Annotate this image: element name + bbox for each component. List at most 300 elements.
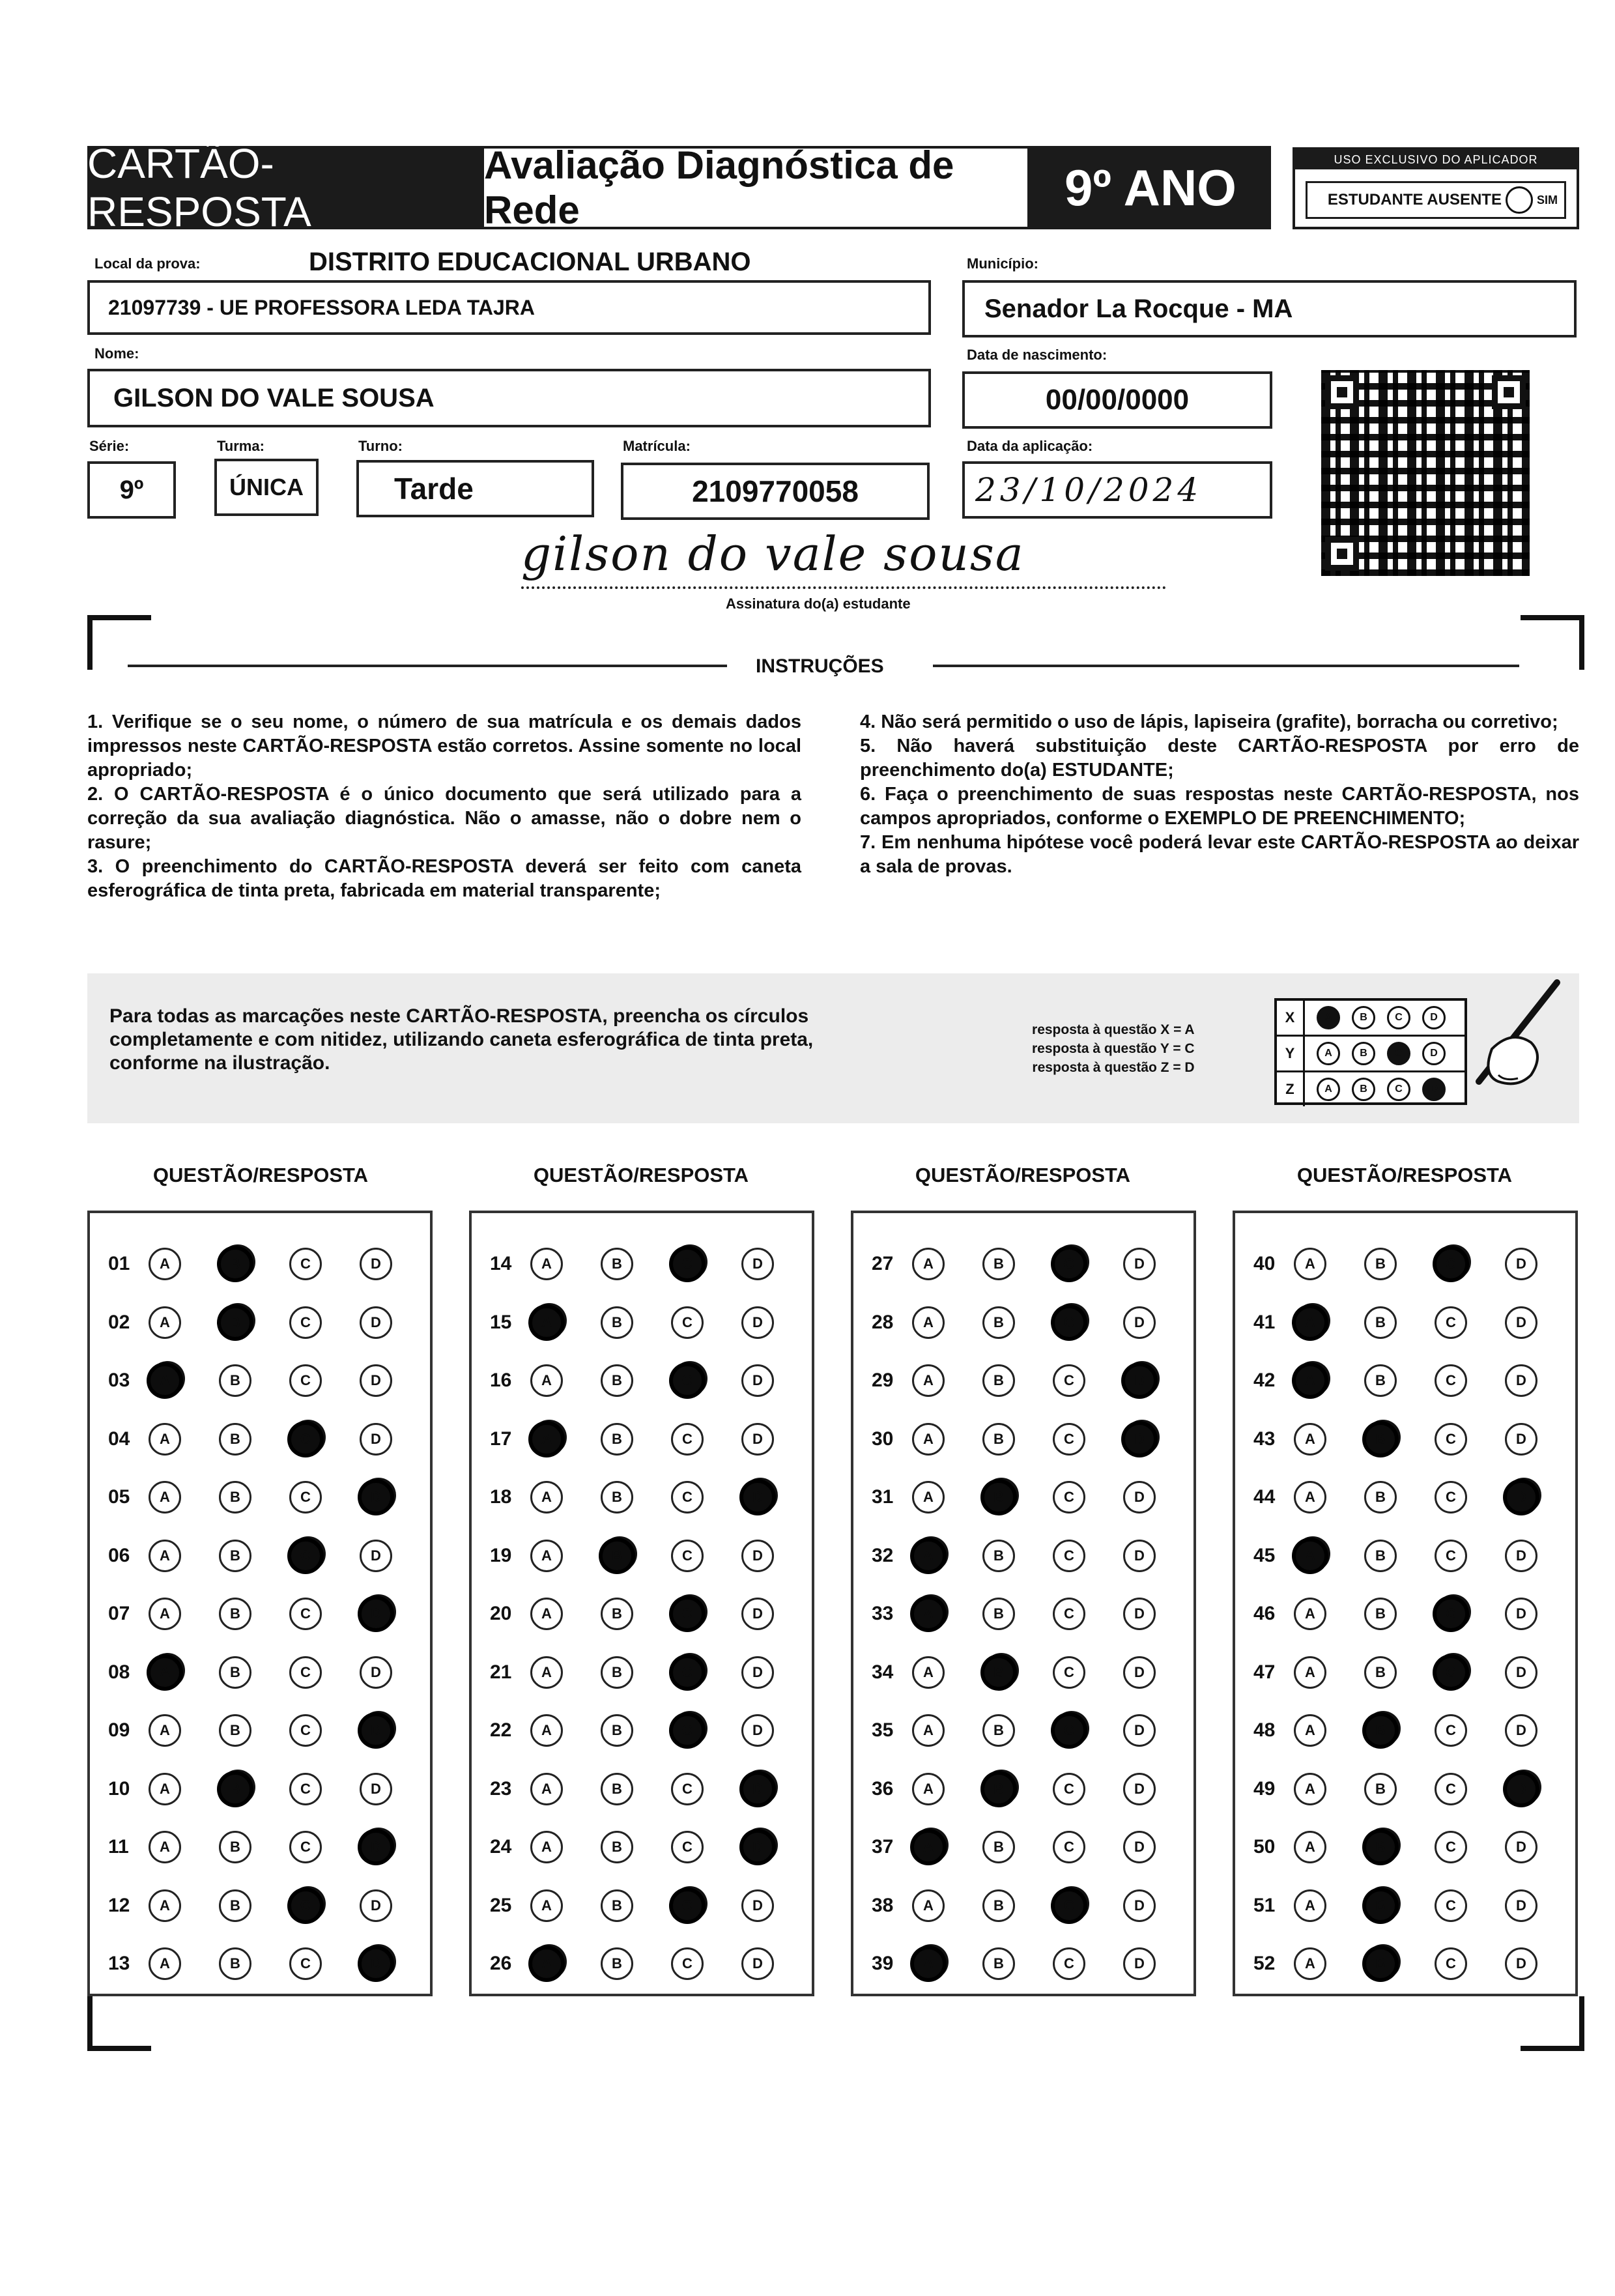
instructions-right <box>860 710 1579 879</box>
answer-bubble-d[interactable]: D <box>1123 1714 1156 1747</box>
answer-bubble-b[interactable]: B <box>982 1714 1015 1747</box>
instructions-title: INSTRUÇÕES <box>756 655 884 677</box>
example-bubble-a: A <box>1317 1042 1340 1065</box>
answer-row <box>1235 1478 1575 1517</box>
example-grid <box>1274 998 1467 1105</box>
answer-bubble-d[interactable]: D <box>1123 1364 1156 1397</box>
answer-bubble-b[interactable]: B <box>601 1306 633 1339</box>
answer-bubble-a[interactable]: A <box>912 1773 945 1805</box>
question-number: 15 <box>490 1311 512 1333</box>
answer-bubble-d[interactable]: D <box>360 1889 392 1922</box>
answer-bubble-a[interactable]: A <box>149 1947 181 1980</box>
answer-bubble-d[interactable]: D <box>360 1773 392 1805</box>
example-row-label: Z <box>1277 1072 1305 1106</box>
answer-row <box>472 1770 812 1809</box>
answer-bubble-c[interactable]: C <box>671 1773 704 1805</box>
signature-label: Assinatura do(a) estudante <box>726 596 911 612</box>
answer-bubble-d[interactable]: D <box>1123 1598 1156 1630</box>
answer-bubble-a[interactable]: A <box>1294 1306 1326 1339</box>
answer-bubble-b[interactable]: B <box>601 1947 633 1980</box>
answer-bubble-d[interactable]: D <box>360 1423 392 1456</box>
answer-bubble-b[interactable]: B <box>1364 1889 1397 1922</box>
answer-bubble-a[interactable]: A <box>530 1831 563 1863</box>
answer-bubble-c[interactable]: C <box>289 1831 322 1863</box>
answer-bubble-a[interactable]: A <box>530 1947 563 1980</box>
answer-bubble-a[interactable]: A <box>1294 1773 1326 1805</box>
answer-bubble-c[interactable]: C <box>1053 1364 1085 1397</box>
answer-row <box>853 1770 1193 1809</box>
answer-row <box>1235 1303 1575 1342</box>
answer-bubble-a[interactable]: A <box>149 1540 181 1572</box>
answer-bubble-b[interactable]: B <box>982 1481 1015 1514</box>
answer-bubble-d[interactable]: D <box>360 1831 392 1863</box>
answer-bubble-a[interactable]: A <box>530 1481 563 1514</box>
card-title: CARTÃO-RESPOSTA <box>87 146 481 229</box>
turno-field: Tarde <box>356 460 594 517</box>
answer-bubble-a[interactable]: A <box>1294 1889 1326 1922</box>
answer-bubble-c[interactable]: C <box>289 1248 322 1280</box>
answer-row <box>853 1361 1193 1400</box>
answer-bubble-b[interactable]: B <box>601 1248 633 1280</box>
answer-bubble-a[interactable]: A <box>1294 1423 1326 1456</box>
answer-bubble-d[interactable]: D <box>1505 1773 1537 1805</box>
answer-bubble-a[interactable]: A <box>530 1306 563 1339</box>
answer-bubble-b[interactable]: B <box>1364 1831 1397 1863</box>
answer-bubble-b[interactable]: B <box>982 1831 1015 1863</box>
answer-bubble-c[interactable]: C <box>671 1656 704 1689</box>
question-number: 46 <box>1253 1603 1276 1624</box>
answer-row <box>90 1886 430 1925</box>
answer-row <box>90 1828 430 1867</box>
answer-bubble-d[interactable]: D <box>741 1364 774 1397</box>
answer-bubble-d[interactable]: D <box>1505 1306 1537 1339</box>
answer-bubble-c[interactable]: C <box>1435 1656 1467 1689</box>
answer-bubble-b[interactable]: B <box>601 1540 633 1572</box>
answer-bubble-b[interactable]: B <box>601 1773 633 1805</box>
applicator-box <box>1293 147 1579 229</box>
answer-bubble-d[interactable]: D <box>1505 1481 1537 1514</box>
answer-bubble-a[interactable]: A <box>912 1714 945 1747</box>
answer-bubble-c[interactable]: C <box>289 1598 322 1630</box>
answer-bubble-b[interactable]: B <box>219 1947 251 1980</box>
answer-bubble-b[interactable]: B <box>982 1773 1015 1805</box>
answer-bubble-d[interactable]: D <box>1123 1481 1156 1514</box>
question-number: 03 <box>108 1370 130 1391</box>
answer-bubble-d[interactable]: D <box>360 1714 392 1747</box>
answer-bubble-a[interactable]: A <box>530 1889 563 1922</box>
answer-bubble-c[interactable]: C <box>671 1423 704 1456</box>
answer-bubble-c[interactable]: C <box>1053 1831 1085 1863</box>
answer-bubble-d[interactable]: D <box>1505 1831 1537 1863</box>
answer-bubble-b[interactable]: B <box>219 1306 251 1339</box>
answer-bubble-c[interactable]: C <box>1053 1714 1085 1747</box>
question-number: 10 <box>108 1777 130 1800</box>
answer-row <box>472 1303 812 1342</box>
answer-bubble-c[interactable]: C <box>1053 1423 1085 1456</box>
answer-bubble-c[interactable]: C <box>1053 1481 1085 1514</box>
answer-bubble-a[interactable]: A <box>1294 1481 1326 1514</box>
corner-mark-br <box>1521 1996 1584 2051</box>
answer-bubble-c[interactable]: C <box>1053 1598 1085 1630</box>
answer-bubble-a[interactable]: A <box>912 1889 945 1922</box>
instruction-2: 2. O CARTÃO-RESPOSTA é o único documento que será utilizado para a correção da sua avaliação diagnóstica. Não o amasse, não o dobre nem o rasure; <box>87 784 801 853</box>
answer-bubble-a[interactable]: A <box>149 1714 181 1747</box>
answer-bubble-c[interactable]: C <box>1053 1947 1085 1980</box>
question-number: 14 <box>490 1253 512 1274</box>
answer-bubble-b[interactable]: B <box>1364 1947 1397 1980</box>
nome-field: GILSON DO VALE SOUSA <box>87 369 931 427</box>
answer-bubble-b[interactable]: B <box>601 1481 633 1514</box>
answer-bubble-b[interactable]: B <box>1364 1773 1397 1805</box>
answer-bubble-c[interactable]: C <box>289 1773 322 1805</box>
answer-row <box>1235 1536 1575 1575</box>
answer-bubble-c[interactable]: C <box>1053 1248 1085 1280</box>
example-row <box>1277 1070 1465 1106</box>
answer-bubble-d[interactable]: D <box>1123 1248 1156 1280</box>
answer-row <box>1235 1420 1575 1459</box>
answer-row <box>853 1711 1193 1750</box>
example-legend-z: resposta à questão Z = D <box>1032 1060 1195 1075</box>
answer-bubble-c[interactable]: C <box>289 1656 322 1689</box>
example-row <box>1277 1035 1465 1070</box>
absent-option: SIM <box>1536 193 1558 207</box>
answer-bubble-c[interactable]: C <box>1435 1773 1467 1805</box>
answer-bubble-b[interactable]: B <box>982 1306 1015 1339</box>
answer-bubble-b[interactable]: B <box>219 1773 251 1805</box>
question-number: 33 <box>872 1603 894 1624</box>
answer-bubble-a[interactable]: A <box>912 1248 945 1280</box>
answer-bubble-d[interactable]: D <box>1505 1598 1537 1630</box>
answer-bubble-b[interactable]: B <box>1364 1248 1397 1280</box>
signature-line <box>521 586 1166 589</box>
answer-row <box>1235 1361 1575 1400</box>
answer-bubble-b[interactable]: B <box>219 1248 251 1280</box>
answer-bubble-c[interactable]: C <box>1435 1831 1467 1863</box>
answer-row <box>90 1303 430 1342</box>
answer-bubble-d[interactable]: D <box>741 1306 774 1339</box>
answer-bubble-a[interactable]: A <box>1294 1598 1326 1630</box>
answer-bubble-a[interactable]: A <box>530 1598 563 1630</box>
answer-bubble-d[interactable]: D <box>1123 1831 1156 1863</box>
answer-bubble-a[interactable]: A <box>1294 1947 1326 1980</box>
answer-bubble-c[interactable]: C <box>289 1306 322 1339</box>
answer-bubble-c[interactable]: C <box>671 1598 704 1630</box>
answer-bubble-d[interactable]: D <box>1505 1889 1537 1922</box>
answer-bubble-a[interactable]: A <box>530 1714 563 1747</box>
answer-bubble-d[interactable]: D <box>741 1598 774 1630</box>
answer-bubble-a[interactable]: A <box>912 1481 945 1514</box>
answer-row <box>90 1244 430 1284</box>
answer-bubble-d[interactable]: D <box>360 1598 392 1630</box>
answer-bubble-b[interactable]: B <box>219 1831 251 1863</box>
answer-bubble-c[interactable]: C <box>289 1947 322 1980</box>
answer-bubble-a[interactable]: A <box>1294 1656 1326 1689</box>
answer-bubble-c[interactable]: C <box>671 1248 704 1280</box>
answer-bubble-b[interactable]: B <box>982 1598 1015 1630</box>
answer-row <box>853 1478 1193 1517</box>
answer-bubble-c[interactable]: C <box>1435 1540 1467 1572</box>
answer-bubble-a[interactable]: A <box>149 1598 181 1630</box>
serie-field: 9º <box>87 461 176 519</box>
answer-bubble-c[interactable]: C <box>1435 1306 1467 1339</box>
answer-bubble-a[interactable]: A <box>912 1540 945 1572</box>
example-bubble-c: C <box>1387 1006 1410 1029</box>
example-bubble-d: D <box>1422 1006 1446 1029</box>
answer-panel <box>469 1211 814 1996</box>
answer-bubble-d[interactable]: D <box>1505 1714 1537 1747</box>
question-number: 44 <box>1253 1486 1276 1508</box>
answer-bubble-a[interactable]: A <box>912 1598 945 1630</box>
answer-bubble-a[interactable]: A <box>912 1306 945 1339</box>
answer-bubble-d[interactable]: D <box>360 1540 392 1572</box>
answer-bubble-d[interactable]: D <box>741 1889 774 1922</box>
answer-bubble-c[interactable]: C <box>671 1481 704 1514</box>
instruction-5: 5. Não haverá substituição deste CARTÃO-RESPOSTA por erro de preenchimento do(a) ESTUDANTE; <box>860 736 1579 781</box>
answer-bubble-a[interactable]: A <box>530 1364 563 1397</box>
answer-bubble-b[interactable]: B <box>219 1364 251 1397</box>
answer-bubble-c[interactable]: C <box>671 1306 704 1339</box>
instructions-left <box>87 710 801 903</box>
instruction-6: 6. Faça o preenchimento de suas respostas neste CARTÃO-RESPOSTA, nos campos apropriados, conforme o EXEMPLO DE PREENCHIMENTO; <box>860 784 1579 829</box>
question-number: 11 <box>108 1836 129 1858</box>
answer-bubble-b[interactable]: B <box>601 1423 633 1456</box>
corner-mark-tr <box>1521 615 1584 670</box>
answer-bubble-a[interactable]: A <box>149 1481 181 1514</box>
answer-bubble-d[interactable]: D <box>741 1714 774 1747</box>
answer-bubble-a[interactable]: A <box>149 1831 181 1863</box>
answer-bubble-d[interactable]: D <box>741 1656 774 1689</box>
answer-row <box>853 1420 1193 1459</box>
answer-bubble-c[interactable]: C <box>1435 1947 1467 1980</box>
answer-bubble-c[interactable]: C <box>1435 1598 1467 1630</box>
answer-bubble-c[interactable]: C <box>1053 1540 1085 1572</box>
answer-bubble-c[interactable]: C <box>289 1540 322 1572</box>
example-bubble-b: B <box>1352 1006 1375 1029</box>
answer-bubble-d[interactable]: D <box>1505 1947 1537 1980</box>
aplicacao-label: Data da aplicação: <box>967 438 1093 454</box>
question-number: 23 <box>490 1777 512 1800</box>
answer-bubble-c[interactable]: C <box>671 1889 704 1922</box>
answer-bubble-b[interactable]: B <box>219 1540 251 1572</box>
answer-row <box>1235 1944 1575 1983</box>
question-number: 26 <box>490 1953 512 1974</box>
answer-bubble-b[interactable]: B <box>601 1714 633 1747</box>
answer-bubble-c[interactable]: C <box>671 1947 704 1980</box>
answer-bubble-b[interactable]: B <box>601 1364 633 1397</box>
answer-bubble-a[interactable]: A <box>1294 1714 1326 1747</box>
question-number: 17 <box>490 1428 512 1450</box>
answer-bubble-a[interactable]: A <box>1294 1248 1326 1280</box>
column-title: QUESTÃO/RESPOSTA <box>1296 1164 1513 1186</box>
answer-bubble-d[interactable]: D <box>1123 1947 1156 1980</box>
aplicacao-field: 23/10/2024 <box>962 461 1272 519</box>
answer-bubble-c[interactable]: C <box>1053 1889 1085 1922</box>
answer-bubble-a[interactable]: A <box>149 1889 181 1922</box>
turma-label: Turma: <box>217 438 264 454</box>
answer-bubble-c[interactable]: C <box>1435 1889 1467 1922</box>
answer-bubble-a[interactable]: A <box>912 1423 945 1456</box>
answer-bubble-c[interactable]: C <box>1435 1423 1467 1456</box>
answer-bubble-c[interactable]: C <box>1053 1773 1085 1805</box>
question-number: 05 <box>108 1486 130 1508</box>
answer-bubble-d[interactable]: D <box>741 1540 774 1572</box>
answer-bubble-c[interactable]: C <box>671 1540 704 1572</box>
question-number: 48 <box>1253 1719 1276 1741</box>
question-number: 18 <box>490 1486 512 1508</box>
answer-bubble-a[interactable]: A <box>149 1773 181 1805</box>
answer-bubble-b[interactable]: B <box>982 1656 1015 1689</box>
answer-bubble-a[interactable]: A <box>149 1364 181 1397</box>
answer-bubble-c[interactable]: C <box>1435 1248 1467 1280</box>
answer-bubble-a[interactable]: A <box>1294 1364 1326 1397</box>
answer-bubble-c[interactable]: C <box>1053 1656 1085 1689</box>
answer-bubble-b[interactable]: B <box>1364 1656 1397 1689</box>
answer-bubble-a[interactable]: A <box>149 1306 181 1339</box>
example-row <box>1277 1001 1465 1035</box>
local-label: Local da prova: <box>94 255 201 272</box>
question-number: 06 <box>108 1544 130 1566</box>
answer-bubble-c[interactable]: C <box>289 1481 322 1514</box>
answer-bubble-b[interactable]: B <box>1364 1714 1397 1747</box>
answer-bubble-c[interactable]: C <box>289 1889 322 1922</box>
answer-bubble-d[interactable]: D <box>741 1831 774 1863</box>
answer-bubble-d[interactable]: D <box>360 1364 392 1397</box>
answer-row <box>472 1536 812 1575</box>
answer-bubble-c[interactable]: C <box>289 1423 322 1456</box>
question-number: 50 <box>1253 1836 1276 1858</box>
answer-bubble-d[interactable]: D <box>1505 1248 1537 1280</box>
answer-bubble-d[interactable]: D <box>360 1481 392 1514</box>
answer-bubble-a[interactable]: A <box>912 1831 945 1863</box>
answer-bubble-b[interactable]: B <box>219 1656 251 1689</box>
answer-bubble-d[interactable]: D <box>1123 1306 1156 1339</box>
answer-bubble-d[interactable]: D <box>1123 1889 1156 1922</box>
answer-bubble-a[interactable]: A <box>530 1656 563 1689</box>
example-row-label: Y <box>1277 1037 1305 1070</box>
qr-code <box>1321 370 1530 576</box>
answer-row <box>1235 1711 1575 1750</box>
answer-bubble-b[interactable]: B <box>982 1540 1015 1572</box>
answer-bubble-a[interactable]: A <box>530 1773 563 1805</box>
answer-bubble-b[interactable]: B <box>601 1656 633 1689</box>
answer-bubble-a[interactable]: A <box>149 1248 181 1280</box>
answer-bubble-b[interactable]: B <box>982 1364 1015 1397</box>
answer-bubble-a[interactable]: A <box>912 1364 945 1397</box>
answer-row <box>472 1478 812 1517</box>
pen-hand-icon <box>1453 977 1564 1101</box>
answer-bubble-b[interactable]: B <box>219 1481 251 1514</box>
absent-checkbox[interactable] <box>1506 186 1533 214</box>
answer-bubble-d[interactable]: D <box>741 1481 774 1514</box>
question-number: 08 <box>108 1661 130 1683</box>
example-bubble-c: C <box>1387 1042 1410 1065</box>
instructions-rule-right <box>933 665 1519 667</box>
answer-bubble-b[interactable]: B <box>219 1423 251 1456</box>
answer-bubble-b[interactable]: B <box>1364 1481 1397 1514</box>
example-bubble-b: B <box>1352 1042 1375 1065</box>
answer-bubble-c[interactable]: C <box>289 1364 322 1397</box>
answer-bubble-d[interactable]: D <box>1123 1540 1156 1572</box>
answer-bubble-b[interactable]: B <box>982 1889 1015 1922</box>
answer-bubble-b[interactable]: B <box>219 1598 251 1630</box>
answer-panel <box>1233 1211 1578 1996</box>
answer-bubble-c[interactable]: C <box>1435 1364 1467 1397</box>
answer-bubble-d[interactable]: D <box>360 1656 392 1689</box>
answer-row <box>472 1828 812 1867</box>
answer-bubble-d[interactable]: D <box>1505 1364 1537 1397</box>
answer-bubble-a[interactable]: A <box>530 1248 563 1280</box>
question-number: 31 <box>872 1486 894 1508</box>
answer-bubble-b[interactable]: B <box>982 1248 1015 1280</box>
answer-bubble-c[interactable]: C <box>289 1714 322 1747</box>
answer-bubble-d[interactable]: D <box>1505 1656 1537 1689</box>
exam-title: Avaliação Diagnóstica de Rede <box>481 146 1030 229</box>
answer-bubble-a[interactable]: A <box>149 1423 181 1456</box>
answer-bubble-d[interactable]: D <box>1123 1423 1156 1456</box>
answer-bubble-d[interactable]: D <box>1123 1656 1156 1689</box>
answer-bubble-b[interactable]: B <box>219 1889 251 1922</box>
answer-bubble-c[interactable]: C <box>671 1714 704 1747</box>
answer-bubble-d[interactable]: D <box>1505 1423 1537 1456</box>
answer-bubble-b[interactable]: B <box>1364 1540 1397 1572</box>
answer-bubble-d[interactable]: D <box>360 1306 392 1339</box>
answer-row <box>90 1594 430 1633</box>
answer-bubble-c[interactable]: C <box>1053 1306 1085 1339</box>
answer-bubble-d[interactable]: D <box>360 1947 392 1980</box>
answer-row <box>472 1420 812 1459</box>
answer-bubble-a[interactable]: A <box>1294 1831 1326 1863</box>
answer-bubble-a[interactable]: A <box>1294 1540 1326 1572</box>
answer-bubble-c[interactable]: C <box>671 1364 704 1397</box>
answer-bubble-d[interactable]: D <box>1505 1540 1537 1572</box>
answer-bubble-a[interactable]: A <box>530 1540 563 1572</box>
answer-bubble-b[interactable]: B <box>219 1714 251 1747</box>
answer-row <box>853 1886 1193 1925</box>
answer-bubble-b[interactable]: B <box>982 1423 1015 1456</box>
answer-row <box>90 1770 430 1809</box>
answer-bubble-b[interactable]: B <box>1364 1364 1397 1397</box>
answer-bubble-d[interactable]: D <box>1123 1773 1156 1805</box>
answer-bubble-b[interactable]: B <box>1364 1598 1397 1630</box>
question-number: 28 <box>872 1311 894 1333</box>
answer-panel <box>851 1211 1196 1996</box>
answer-bubble-a[interactable]: A <box>530 1423 563 1456</box>
answer-row <box>1235 1770 1575 1809</box>
answer-bubble-b[interactable]: B <box>601 1889 633 1922</box>
answer-bubble-c[interactable]: C <box>671 1831 704 1863</box>
answer-bubble-d[interactable]: D <box>741 1773 774 1805</box>
answer-bubble-b[interactable]: B <box>601 1598 633 1630</box>
answer-bubble-d[interactable]: D <box>741 1947 774 1980</box>
answer-bubble-a[interactable]: A <box>912 1947 945 1980</box>
answer-bubble-d[interactable]: D <box>360 1248 392 1280</box>
question-number: 47 <box>1253 1661 1276 1683</box>
answer-bubble-b[interactable]: B <box>1364 1306 1397 1339</box>
answer-bubble-c[interactable]: C <box>1435 1481 1467 1514</box>
answer-bubble-b[interactable]: B <box>1364 1423 1397 1456</box>
answer-bubble-a[interactable]: A <box>149 1656 181 1689</box>
answer-bubble-a[interactable]: A <box>912 1656 945 1689</box>
question-number: 12 <box>108 1894 130 1916</box>
example-bubble-a: A <box>1317 1078 1340 1101</box>
answer-bubble-d[interactable]: D <box>741 1423 774 1456</box>
answer-bubble-b[interactable]: B <box>982 1947 1015 1980</box>
answer-bubble-d[interactable]: D <box>741 1248 774 1280</box>
answer-bubble-c[interactable]: C <box>1435 1714 1467 1747</box>
answer-bubble-b[interactable]: B <box>601 1831 633 1863</box>
question-number: 37 <box>872 1836 894 1858</box>
question-number: 04 <box>108 1428 130 1450</box>
